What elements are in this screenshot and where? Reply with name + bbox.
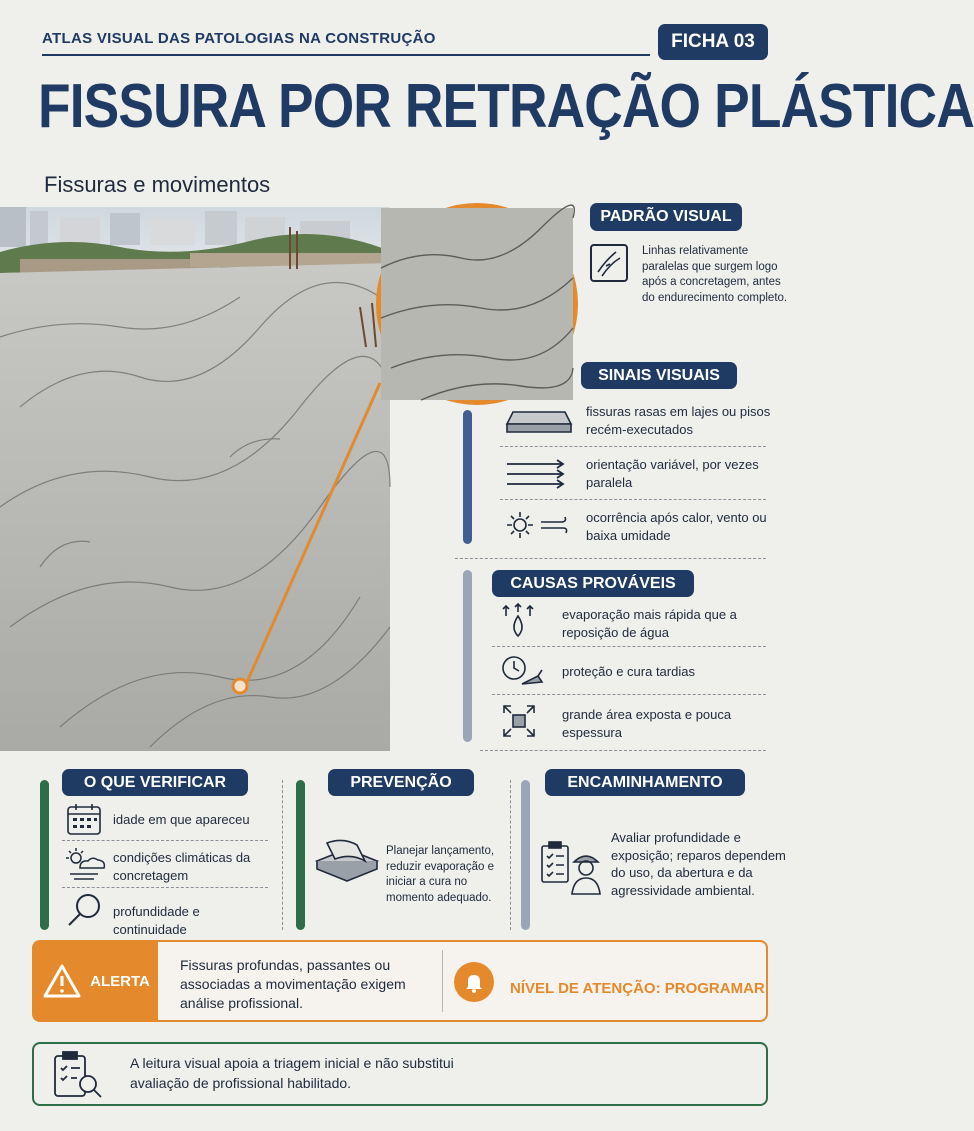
sun-wind-icon	[505, 510, 569, 545]
causas-accent-bar	[463, 570, 472, 742]
crack-lines-icon	[590, 244, 628, 282]
causas-item-1: evaporação mais rápida que a reposição de água	[562, 607, 737, 640]
verificar-item-3: profundidade e continuidade	[113, 904, 200, 937]
padrao-text: Linhas relativamente paralelas que surgem logo após a concretagem, antes do endurecimento completo.	[642, 245, 788, 304]
prevencao-text: Planejar lançamento, reduzir evaporação e iniciar a cura no momento adequado.	[386, 845, 495, 904]
verificar-accent-bar	[40, 780, 49, 930]
disclaimer-text: A leitura visual apoia a triagem inicial e não substitui avaliação de profissional habilitado.	[130, 1055, 454, 1091]
prevencao-title: PREVENÇÃO	[328, 769, 474, 796]
series-title: ATLAS VISUAL DAS PATOLOGIAS NA CONSTRUÇÃO	[42, 30, 436, 47]
page-title: FISSURA POR RETRAÇÃO PLÁSTICA	[38, 72, 974, 141]
sinais-title: SINAIS VISUAIS	[581, 362, 737, 389]
alert-label: ALERTA	[90, 972, 150, 990]
verificar-title: O QUE VERIFICAR	[62, 769, 248, 796]
weather-icon	[64, 846, 108, 887]
attention-level: NÍVEL DE ATENÇÃO: PROGRAMAR	[510, 980, 765, 997]
divider	[510, 780, 511, 930]
divider	[442, 950, 443, 1012]
magnifier-icon	[66, 892, 104, 933]
warning-icon	[42, 963, 82, 999]
divider	[480, 750, 766, 751]
expand-area-icon	[502, 704, 536, 743]
prevencao-accent-bar	[296, 780, 305, 930]
ficha-badge: FICHA 03	[658, 24, 768, 60]
bell-icon	[454, 962, 494, 1002]
encaminhamento-title: ENCAMINHAMENTO	[545, 769, 745, 796]
divider	[62, 887, 268, 888]
divider	[455, 558, 766, 559]
divider	[62, 840, 268, 841]
inspector-clipboard-icon	[540, 840, 606, 903]
encaminhamento-text: Avaliar profundidade e exposição; reparos dependem do uso, da abertura e da agressividade ambiental.	[611, 830, 786, 898]
verificar-item-1: idade em que apareceu	[113, 812, 250, 827]
divider	[500, 446, 766, 447]
slab-icon	[505, 404, 571, 443]
alert-panel	[32, 940, 768, 1022]
parallel-arrows-icon	[505, 458, 569, 495]
sinais-item-2: orientação variável, por vezes paralela	[586, 457, 759, 490]
clock-trowel-icon	[500, 654, 544, 693]
sinais-accent-bar	[463, 410, 472, 544]
evaporation-drop-icon	[500, 602, 536, 645]
curing-slab-icon	[313, 835, 379, 892]
alert-text: Fissuras profundas, passantes ou associadas a movimentação exigem análise profissional.	[180, 957, 406, 1011]
clipboard-search-icon	[52, 1050, 104, 1105]
causas-title: CAUSAS PROVÁVEIS	[492, 570, 694, 597]
sinais-item-1: fissuras rasas em lajes ou pisos recém-executados	[586, 404, 771, 437]
divider	[492, 646, 766, 647]
sinais-item-3: ocorrência após calor, vento ou baixa umidade	[586, 510, 767, 543]
disclaimer-panel	[32, 1042, 768, 1106]
alert-label-block	[34, 942, 158, 1020]
verificar-item-2: condições climáticas da concretagem	[113, 850, 251, 883]
divider	[492, 694, 766, 695]
divider	[282, 780, 283, 930]
causas-item-2: proteção e cura tardias	[562, 664, 695, 679]
calendar-icon	[66, 802, 102, 841]
padrao-title: PADRÃO VISUAL	[590, 203, 742, 231]
page-subtitle: Fissuras e movimentos	[44, 172, 271, 197]
encaminhamento-accent-bar	[521, 780, 530, 930]
divider	[500, 499, 766, 500]
causas-item-3: grande área exposta e pouca espessura	[562, 707, 732, 740]
